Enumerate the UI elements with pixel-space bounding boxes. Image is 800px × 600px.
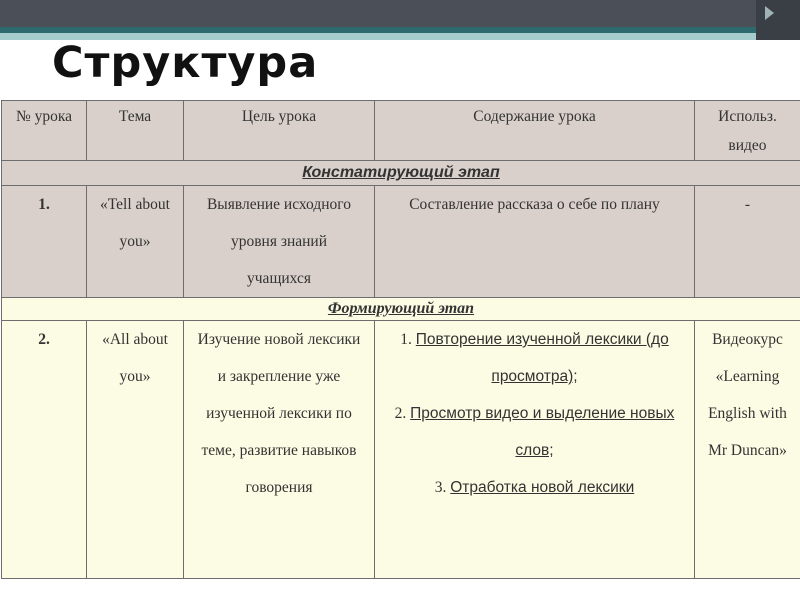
header-video: Использ. видео bbox=[695, 101, 800, 161]
row2-content bbox=[375, 321, 695, 579]
table-row bbox=[2, 321, 800, 579]
row1-video: - bbox=[695, 186, 800, 298]
header-lesson-no: № урока bbox=[2, 101, 87, 161]
row1-goal: Выявление исходного уровня знаний учащихся bbox=[184, 186, 375, 298]
slide-title: Структура bbox=[52, 38, 319, 88]
stage-row bbox=[2, 298, 800, 321]
header-goal: Цель урока bbox=[184, 101, 375, 161]
structure-table bbox=[1, 100, 800, 579]
row2-topic: «All about you» bbox=[87, 321, 184, 579]
table-row bbox=[2, 186, 800, 298]
row2-lesson-no: 2. bbox=[2, 321, 87, 579]
stage-row bbox=[2, 161, 800, 186]
triangle-icon bbox=[765, 6, 774, 20]
list-item: 2. Просмотр видео и выделение новых слов; bbox=[394, 405, 675, 459]
header-content: Содержание урока bbox=[375, 101, 695, 161]
row1-content: Составление рассказа о себе по плану bbox=[375, 186, 695, 298]
row2-goal: Изучение новой лексики и закрепление уже изученной лексики по теме, развитие навыков говорения bbox=[184, 321, 375, 579]
list-item: 1. Повторение изученной лексики (до просмотра); bbox=[400, 331, 669, 385]
header-topic: Тема bbox=[87, 101, 184, 161]
corner-block bbox=[756, 0, 800, 40]
stage-label-constating: Констатирующий этап bbox=[2, 161, 800, 186]
row1-lesson-no: 1. bbox=[2, 186, 87, 298]
list-item: 3. Отработка новой лексики bbox=[434, 479, 635, 496]
header-row bbox=[2, 101, 800, 161]
stage-label-forming: Формирующий этап bbox=[2, 298, 800, 321]
row1-topic: «Tell about you» bbox=[87, 186, 184, 298]
top-bar bbox=[0, 0, 800, 27]
row2-video: Видеокурс «Learning English with Mr Duncan» bbox=[695, 321, 800, 579]
